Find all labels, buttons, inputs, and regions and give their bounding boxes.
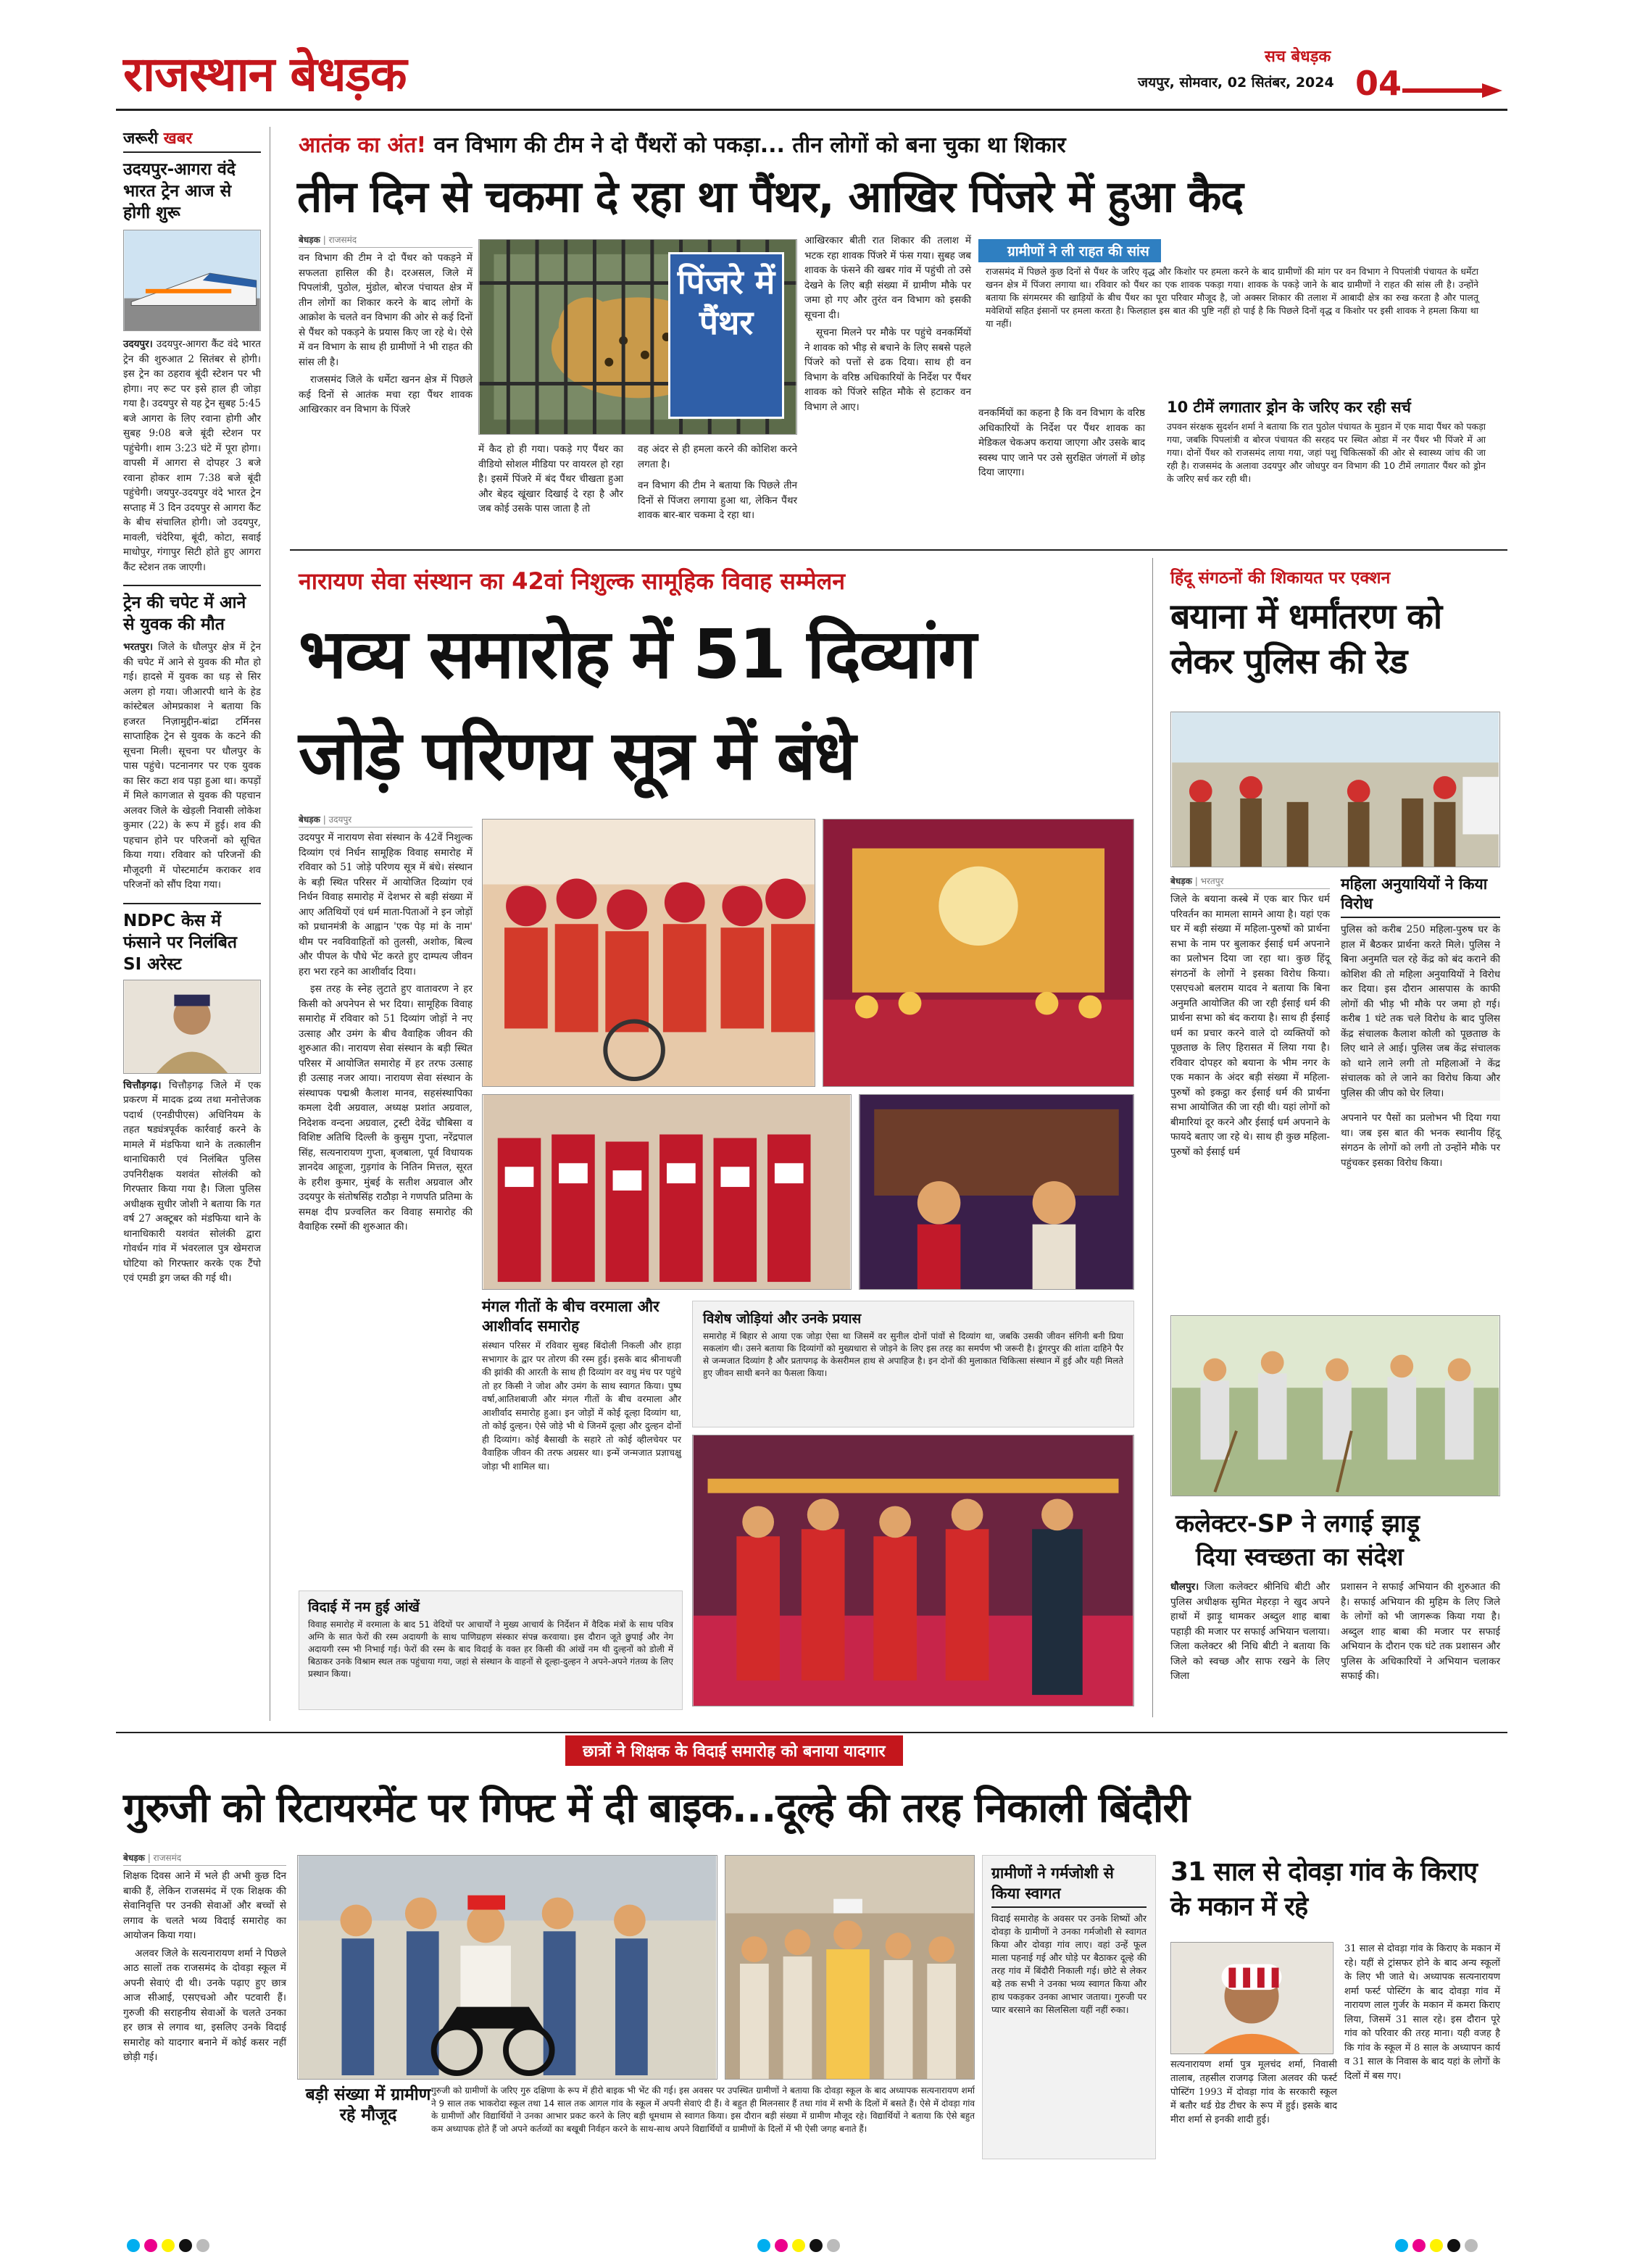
teacher-byline-b: | राजसमंद (144, 1853, 182, 1863)
conversion-byline-b: | भरतपुर (1191, 876, 1224, 886)
cleanliness-lead: धौलपुर। (1170, 1581, 1199, 1593)
relief-box-title: ग्रामीणों ने ली राहत की सांस (978, 239, 1161, 262)
panther-col1: वन विभाग की टीम ने दो पैंथर को पकड़ने में सफलता हासिल की है। दरअसल, जिले में पिपलांत्री, पुठोल, मुंडोल, बोरज पंचायत क्षेत्र में तीन लोगों का शिकार करने के बाद लोगों के आक्रोश के चलते वन विभाग की ओर से कई दिनों से पैंथर को पकड़ने के प्रयास किए जा रहे थे। ऐसे में वन विभाग के साथ ही ग्रामीणों ने भी राहत की सांस ली है। (299, 252, 473, 368)
farewell-title: विदाई में नम हुई आंखें (308, 1599, 420, 1615)
wedding-couples-photo-1 (482, 819, 815, 1087)
songs-title: मंगल गीतों के बीच वरमाला और आशीर्वाद समारोह (482, 1298, 659, 1335)
page-number: 04 (1355, 64, 1402, 103)
sidebar (123, 127, 261, 1286)
drone-body: उपवन संरक्षक सुदर्शन शर्मा ने बताया कि रात पुठोल पंचायत के मुडान में एक मादा पैंथर को पकड़ा गया, जबकि पिपलांत्री व बोरज पंचायत की सरहद पर स्थित ओडा में नर पैंथर भी पिंजरे में आ गया। दोनों पैंथर को राजसमंद लाया गया, जहां पशु चिकित्सकों की ओर से स्वास्थ्य जांच की जा रही है। राजसमंद के अलावा उदयपुर और जोधपुर वन विभाग की 10 टीमें लगातार पैंथर को ड्रोन के जरिए सर्च कर रही थी। (1167, 421, 1486, 484)
teacher-crowd-photo (725, 1855, 975, 2080)
conversion-kicker: हिंदू संगठनों की शिकायत पर एक्शन (1170, 569, 1391, 588)
conversion-byline (1170, 875, 1330, 889)
wedding-byline (299, 813, 473, 827)
police-officer-photo (123, 980, 261, 1074)
pen-nib-icon (1402, 80, 1504, 101)
cage-label: पिंजरे में पैंथर (668, 252, 784, 419)
welcome-body: विदाई समारोह के अवसर पर उनके शिष्यों और दोवड़ा के ग्रामीणों ने उनका गर्मजोशी से स्वागत किया और दोवड़ा गांव लाए। वहां उन्हें फूल माला पहनाई गई और घोड़े पर बैठाकर दूल्हे की तरह गांव में बिंदौरी निकाली गई। छोटे से लेकर बड़े तक सभी ने उनका भव्य स्वागत किया और हाथ पकड़कर उनका आभार जताया। गुरुजी पर प्यार बरसाने का सिलसिला यहीं नहीं रुका। (991, 1913, 1147, 2015)
panther-col4: आखिरकार बीती रात शिकार की तलाश में भटक रहा शावक पिंजरे में फंस गया। सुबह जब शावक के फंसने की खबर गांव में पहुंची तो उसे देखने के लिए बड़ी संख्या में ग्रामीण मौके पर जमा हो गए और तुरंत वन विभाग को इसकी सूचना दी। (804, 235, 971, 321)
wedding-stage-photo (823, 819, 1134, 1087)
teacher-kicker: छात्रों ने शिक्षक के विदाई समारोह को बनाया यादगार (565, 1735, 903, 1766)
conversion-byline-a: बेधड़क (1170, 876, 1192, 886)
panther-bottom-rule (290, 549, 1507, 551)
panther-col1b: राजसमंद जिले के धर्मेटा खनन क्षेत्र में पिछले कई दिनों से आतंक मचा रहा पैंथर शावक आखिरकार वन विभाग के पिंजरे (299, 374, 473, 415)
wedding-col1: उदयपुर में नारायण सेवा संस्थान के 42वें निशुल्क दिव्यांग एवं निर्धन सामूहिक विवाह समारोह में रविवार को 51 जोड़े परिणय सूत्र में बंधे। संस्थान के बड़ी स्थित परिसर में आयोजित दिव्यांग एवं निर्धन विवाह समारोह में देशभर से बड़ी संख्या में आए अतिथियों एवं धर्म माता-पिताओं ने इन जोड़ों को प्रधानमंत्री के आह्वान 'एक पेड़ मां के नाम' थीम पर नवविवाहितों को तुलसी, अशोक, बिल्व और पीपल के पौधे भेंट करते हुए दाम्पत्य जीवन हरा भरा रहने का आशीर्वाद दिया। (299, 832, 473, 977)
special-couples-box (692, 1301, 1134, 1427)
teacher-portrait-photo (1170, 1942, 1333, 2054)
conversion-side-title: महिला अनुयायियों ने किया विरोध (1341, 875, 1500, 918)
masthead-dateline: जयपुर, सोमवार, 02 सितंबर, 2024 (1138, 75, 1334, 91)
wedding-brides-photo (482, 1094, 852, 1290)
panther-byline (299, 233, 473, 248)
panther-col3: वह अंदर से ही हमला करने की कोशिश करने लगता है। (638, 443, 797, 470)
conversion-side-body: पुलिस को करीब 250 महिला-पुरुष घर के हाल में बैठकर प्रार्थना करते मिले। पुलिस ने बिना अनुमति चल रहे केंद्र को बंद कराने की कोशिश की तो महिला अनुयायियों ने विरोध कर दिया। इस दौरान आसपास के काफी लोगों की भीड़ भी मौके पर जमा हो गई। करीब 1 घंटे तक चले विरोध के बाद पुलिस केंद्र संचालक कैलाश कोली को पूछताछ के लिए थाने ले आई। पुलिस जब केंद्र संचालक को थाने लाने लगी तो महिलाओं ने केंद्र संचालक को ले जाने का विरोध किया और पुलिस की जीप को घेर लिया। (1341, 922, 1500, 1101)
sidebar-header-a: जरूरी (123, 130, 164, 148)
wedding-kicker: नारायण सेवा संस्थान का 42वां निशुल्क सामूहिक विवाह सम्मेलन (299, 567, 846, 595)
wedding-dance-photo (859, 1094, 1134, 1290)
farewell-body: विवाह समारोह में वरमाला के बाद 51 वेदियों पर आचार्यों ने मुख्य आचार्य के निर्देशन में वैदिक मंत्रों के साथ पवित्र अग्नि के सात फेरों की रस्म अदायगी के साथ पाणिग्रहण संस्कार संपन्न करवाया। इस दौरान जूते छुपाई और नेग अदायगी रस्म भी निभाई गई। फेरों की रस्म के बाद विदाई के वक्त हर किसी की आंखें नम थी दुल्हनों को डोली में बिठाकर उनके विश्राम स्थल तक पहुंचाया गया, जहां से संस्थान के वाहनों से दूल्हा-दुल्हन ने अपने-अपने गंतव्य के लिए प्रस्थान किया। (308, 1619, 673, 1679)
sidebar-story-2-title: ट्रेन की चपेट में आने से युवक की मौत (123, 593, 246, 634)
vande-bharat-train-photo (123, 230, 261, 331)
color-registration-marks-left (127, 2239, 214, 2255)
wedding-byline-a: बेधड़क (299, 814, 320, 825)
wedding-headline-1: भव्य समारोह में 51 दिव्यांग (299, 615, 975, 694)
panther-col5: वनकर्मियों का कहना है कि वन विभाग के वरिष्ठ अधिकारियों के निर्देश पर पैंथर शावक का मेडिकल चेकअप कराया जाएगा और उसके बाद स्वस्थ पाए जाने पर उसे सुरक्षित जंगलों में छोड़ दिया जाएगा। (978, 407, 1145, 478)
wedding-procession-photo (692, 1435, 1134, 1706)
teacher-col1: शिक्षक दिवस आने में भले ही अभी कुछ दिन बाकी हैं, लेकिन राजसमंद में एक शिक्षक की सेवानिवृत्ति पर उनकी सेवाओं और बच्चों से लगाव के चलते भव्य विदाई समारोह का आयोजन किया गया। (123, 1870, 286, 1941)
panther-col3b: वन विभाग की टीम ने बताया कि पिछले तीन दिनों से पिंजरा लगाया हुआ था, लेकिन पैंथर शावक बार-बार चकमा दे रहा था। (638, 480, 797, 521)
sidebar-story-2-lead: भरतपुर। (123, 641, 154, 653)
color-registration-marks-right (1395, 2239, 1482, 2255)
panther-byline-a: बेधड़क (299, 235, 320, 245)
sidebar-story-1-title: उदयपुर-आगरा वंदे भारत ट्रेन आज से होगी शुरू (123, 160, 236, 222)
welcome-title: ग्रामीणों ने गर्मजोशी से किया स्वागत (991, 1863, 1147, 1908)
relief-box-body: राजसमंद में पिछले कुछ दिनों से पैंथर के जरिए वृद्ध और किशोर पर हमला करने के बाद ग्रामीणों की मांग पर वन विभाग ने पिपलांत्री पंचायत के धर्मेटा खनन क्षेत्र में पिंजरा लगाया था। रविवार को पैंथर का एक शावक पकड़ा गया। शावक के पकड़े जाने के बाद ग्रामीणों ने राहत की सांस ली है। उन्होंने बताया कि संगमरमर की खाड़ियों के बीच पैंथर का पूरा परिवार मौजूद है, जो अक्सर शिकार की तलाश में आबादी क्षेत्र का रुख करता है और पालतू मवेशियों सहित इंसानों पर हमला करता है। फिलहाल इस बात की पुष्टि नहीं हो पाई है कि पिछले दिनों वृद्ध व किशोर पर इसी शावक ने हमला किया था या नहीं। (986, 266, 1478, 329)
teacher-top-rule (116, 1732, 1507, 1733)
panther-subhead-text: वन विभाग की टीम ने दो पैंथरों को पकड़ा... तीन लोगों को बना चुका था शिकार (433, 133, 1066, 158)
conversion-col1: जिले के बयाना कस्बे में एक बार फिर धर्म परिवर्तन का मामला सामने आया है। यहां एक घर में बड़ी संख्या में महिला-पुरुषों को प्रार्थना सभा के नाम पर बुलाकर ईसाई धर्म अपनाने का प्रलोभन दिया जा रहा था। कुछ हिंदू संगठनों के लोगों ने इसका विरोध किया। एसएचओ बलराम यादव ने बताया कि बिना अनुमति आयोजित की जा रही ईसाई धर्म की प्रार्थना सभा को बंद कराया है। साथ ही ईसाई धर्म का प्रचार करने वाले दो व्यक्तियों को पूछताछ के लिए हिरासत में लिया गया है। रविवार दोपहर को बयाना के भीम नगर के एक मकान के अंदर बड़ी संख्या में महिला-पुरुषों को इकट्ठा कर ईसाई धर्म की प्रार्थना सभा आयोजित की जा रही थी। यहां लोगों को बीमारियां दूर करने और ईसाई धर्म अपनाने के फायदे बताए जा रहे थे। साथ ही कुछ महिला-पुरुषों को ईसाई धर्म (1170, 893, 1330, 1158)
conversion-headline: बयाना में धर्मांतरण को लेकर पुलिस की रेड (1170, 596, 1442, 682)
panther-headline: तीन दिन से चकमा दे रहा था पैंथर, आखिर पिंजरे में हुआ कैद (297, 172, 1244, 222)
color-registration-marks-center (757, 2239, 844, 2255)
wedding-headline-2: जोड़े परिणय सूत्र में बंधे (299, 717, 855, 796)
sidebar-story-3-title: NDPC केस में फंसाने पर निलंबित SI अरेस्ट (123, 911, 238, 974)
special-couples-body: समारोह में बिहार से आया एक जोड़ा ऐसा था जिसमें वर सुनील दोनों पांवों से दिव्यांग था, जबकि उसकी जीवन संगिनी बनी प्रिया सकलांग थी। उसने बताया कि दिव्यांगों को मुख्यधारा से जोड़ने के लिए इस तरह का समर्पण भी जरूरी है। डूंगरपुर की शांता दाहिने पैर से जन्मजात दिव्यांग है और प्रतापगढ़ के केसरीमल हाथ से अपाहिज है। इन दोनों की मुलाकात चिकित्सा संस्थान में हुई और यही मिलते हुए जीवन साथी बनने का फैसला किया। (703, 1331, 1123, 1378)
cleanliness-headline-1: कलेक्टर-SP ने लगाई झाड़ू (1175, 1509, 1420, 1538)
cleanliness-col2: प्रशासन ने सफाई अभियान की शुरुआत की है। सफाई अभियान की मुहिम के लिए जिले के लोगों को भी जागरूक किया गया है। अब्दुल शाह बाबा की मजार पर सफाई अभियान के दौरान एक घंटे तक प्रशासन और पुलिस के अधिकारियों ने अभियान चलाकर सफाई की। (1341, 1581, 1500, 1682)
songs-body: संस्थान परिसर में रविवार सुबह बिंदोली निकली और हाड़ा सभागार के द्वार पर तोरण की रस्म हुई। इसके बाद श्रीनाथजी की झांकी की आरती के साथ ही दिव्यांग वर वधु मंच पर पहुंचे तो हर किसी ने जोश और उमंग के साथ स्वागत किया। पुष्प वर्षा,आतिशबाजी और मंगल गीतों के बीच वरमाला और आशीर्वाद समारोह हुआ। इन जोड़ों में कोई दूल्हा दिव्यांग था, तो कोई दुल्हन। ऐसे जोड़े भी थे जिनमें दूल्हा और दुल्हन दोनों ही दिव्यांग। कोई बैसाखी के सहारे तो कोई व्हीलचेयर पर वैवाहिक जीवन की तरफ अग्रसर था। इन्में जन्मजात प्रज्ञाचक्षु जोड़ा भी शामिल था। (482, 1340, 681, 1472)
rent-caption: सत्यनारायण शर्मा पुत्र मूलचंद शर्मा, निवासी तालाब, तहसील राजगढ़ जिला अलवर की फर्स्ट पोस्टिंग 1993 में दोवड़ा गांव के सरकारी स्कूल में बतौर थर्ड ग्रेड टीचर के रूप में हुई। इसके बाद मीरा शर्मा से इनकी शादी हुई। (1170, 2059, 1337, 2125)
conversion-side-body2: अपनाने पर पैसों का प्रलोभन भी दिया गया था। जब इस बात की भनक स्थानीय हिंदू संगठन के लोगों को लगी तो उन्होंने मौके पर पहुंचकर इसका विरोध किया। (1341, 1112, 1500, 1169)
masthead-tagline: सच बेधड़क (1265, 48, 1331, 66)
relief-box (978, 239, 1486, 377)
teacher-byline-a: बेधड़क (123, 1853, 145, 1863)
teacher-byline (123, 1851, 286, 1866)
teacher-caption-body: गुरुजी को ग्रामीणों के जरिए गुरु दक्षिणा के रूप में हीरो बाइक भी भेंट की गई। इस अवसर पर उपस्थित ग्रामीणों ने बताया कि दोवड़ा स्कूल के बाद अध्यापक सत्यनारायण शर्मा ने 9 साल तक भाकरोदा स्कूल तथा 14 साल तक आगल गांव के स्कूल में अपनी सेवाएं दी हैं। वे बहुत ही मिलनसार हैं तथा गांव में सभी के दिलों में बसते हैं। ऐसे में दोवड़ा गांव के ग्रामीणों और विद्यार्थियों ने उनका आभार प्रकट करने के लिए बड़ी धूमधाम से स्वागत किया। इस दौरान बड़ी संख्या में ग्रामीण मौजूद रहे। विद्यार्थियों ने बताया कि ऐसे बहुत कम अध्यापक होते हैं जो अपने कर्तव्यों का बखूबी निर्वहन करने के साथ-साथ अपने विद्यार्थियों व ग्रामीणों के दिलों में भी ऐसी जगह बनाते हैं। (431, 2085, 975, 2134)
conversion-raid-photo (1170, 712, 1500, 867)
welcome-box (982, 1855, 1156, 2159)
cleanliness-col1: जिला कलेक्टर श्रीनिधि बीटी और पुलिस अधीक्षक सुमित मेहरड़ा ने खुद अपने हाथों में झाड़ू थामकर अब्दुल शाह बाबा पहाड़ी की मजार पर सफाई अभियान चलाया। जिला कलेक्टर श्री निधि बीटी ने बताया कि जिले को स्वच्छ और साफ रखने के लिए जिला (1170, 1581, 1331, 1682)
panther-byline-b: | राजसमंद (320, 235, 357, 245)
cleanliness-headline-2: दिया स्वच्छता का संदेश (1196, 1543, 1404, 1572)
special-couples-title: विशेष जोड़ियां और उनके प्रयास (703, 1311, 862, 1327)
panther-col2: में कैद हो ही गया। पकड़े गए पैंथर का वीडियो सोशल मीडिया पर वायरल हो रहा है। इसमें पिंजरे में बंद पैंथर चीखता हुआ और बेहद खूंखार दिखाई दे रहा है और जब कोई उसके पास जाता है तो (478, 443, 623, 514)
panther-col4b: सूचना मिलने पर मौके पर पहुंचे वनकर्मियों ने शावक को भीड़ से बचाने के लिए सबसे पहले पिंजरे को पत्तों से ढक दिया। साथ ही वन विभाग के वरिष्ठ अधिकारियों के निर्देश पर पैंथर शावक को पिंजरे सहित मौके से हटाकर वन विभाग ले आए। (804, 327, 971, 413)
sidebar-header (123, 127, 261, 153)
sidebar-header-b: खबर (163, 130, 193, 148)
right-column-divider (1152, 558, 1153, 1717)
sidebar-story-3-body: चित्तौड़गढ़ जिले में एक प्रकरण में मादक द्रव्य तथा मनोत्तेजक पदार्थ (एनडीपीएस) अधिनियम के तहत षड्यंत्रपूर्वक कार्रवाई करने के मामले में मंडफिया थाने के तत्कालीन थानाधिकारी एवं निलंबित पुलिस उपनिरीक्षक यशवंत सोलंकी को गिरफ्तार किया गया है। जिला पुलिस अधीक्षक सुधीर जोशी ने बताया कि गत वर्ष 27 अक्टूबर को मंडफिया थाने के थानाधिकारी यशवंत सोलंकी द्वारा गोवर्धन गांव में भंवरलाल पुत्र खेमराज घोटिया को गिरफ्तार करके एक टैंपो एवं एमडी ड्रग जब्त की गई थी। (123, 1079, 261, 1284)
masthead-title: राजस्थान बेधड़क (123, 46, 407, 102)
rent-body: 31 साल से दोवड़ा गांव के किराए के मकान में रहे। यहीं से ट्रांसफर होने के बाद अन्य स्कूलों के लिए भी जाते थे। अध्यापक सत्यनारायण शर्मा फर्स्ट पोस्टिंग के बाद दोवड़ा गांव में नारायण लाल गुर्जर के मकान में कमरा किराए लिया, जिसमें 31 साल रहे। इस दौरान पूरे गांव को परिवार की तरह माना। यही वजह है कि गांव के स्कूल में 8 साल के अध्यापन कार्य व 31 साल के निवास के बाद यहां के लोगों के दिलों में बस गए। (1344, 1943, 1500, 2082)
cleanliness-photo (1170, 1315, 1500, 1496)
sidebar-story-3-lead: चित्तौड़गढ़। (123, 1079, 162, 1091)
crowd-caption: बड़ी संख्या में ग्रामीण रहे मौजूद (305, 2085, 431, 2125)
teacher-col1b: अलवर जिले के सत्यनारायण शर्मा ने पिछले आठ सालों तक राजसमंद के दोवड़ा स्कूल में अपनी सेवाएं दी थी। उनके पढ़ाए हुए छात्र आज सीआई, एसएचओ और पटवारी हैं। गुरुजी की सराहनीय सेवाओं के चलते उनका हर छात्र से लगाव था, इसलिए उनके विदाई समारोह को यादगार बनाने में कोई कसर नहीं छोड़ी गई। (123, 1947, 286, 2063)
rent-title: 31 साल से दोवड़ा गांव के किराए के मकान में रहे (1170, 1857, 1477, 1922)
panther-subhead (299, 129, 1502, 159)
wedding-col1b: इस तरह के स्नेह लुटाते हुए वातावरण ने हर किसी को अपनेपन से भर दिया। सामूहिक विवाह समारोह में रविवार को 51 दिव्यांग जोड़ों ने नए उत्साह और उमंग के बीच वैवाहिक जीवन की शुरुआत की। नारायण सेवा संस्थान के बड़ी स्थित परिसर में आयोजित समारोह में हर तरफ उत्साह ही उत्साह नजर आया। नारायण सेवा संस्थान के संस्थापक पद्मश्री कैलाश मानव, सहसंस्थापिका कमला देवी अग्रवाल, अध्यक्ष प्रशांत अग्रवाल, निदेशक वन्दना अग्रवाल, ट्रस्टी देवेंद्र चौबिसा व विशिष्ट अतिथि दिल्ली के कुसुम गुप्ता, नरेंद्रपाल सिंह, सत्यनारायण गुप्ता, बृजबाला, पूर्व विधायक ज्ञानदेव आहूजा, गुड़गांव के नितिन मित्तल, सूरत के हरीश कुमार, मुंबई के सतीश अग्रवाल और उदयपुर के संतोषसिंह राठौड़ा ने गणपति प्रतिमा के समक्ष दीप प्रज्वलित कर विवाह समारोह की वैवाहिक रस्मों की शुरुआत की। (299, 983, 473, 1233)
masthead-rule (116, 109, 1507, 111)
panther-kicker: आतंक का अंत! (299, 133, 427, 158)
farewell-box (299, 1590, 683, 1710)
sidebar-story-1-lead: उदयपुर। (123, 338, 153, 350)
drone-title: 10 टीमें लगातार ड्रोन के जरिए कर रही सर्च (1167, 399, 1411, 416)
sidebar-story-2-body: जिले के धौलपुर क्षेत्र में ट्रेन की चपेट में आने से युवक की मौत हो गई। हादसे में युवक का धड़ से सिर अलग हो गया। जीआरपी थाने के हेड कांस्टेबल ओमप्रकाश ने बताया कि हजरत निज़ामुद्दीन-बांद्रा टर्मिनस साप्ताहिक ट्रेन से युवक के कटने की सूचना मिली। सूचना पर धौलपुर के पास पहुंचे। पटनानगर पर एक युवक का सिर कटा शव पड़ा हुआ था। कपड़ों में मिले कागजात से युवक की पहचान अलवर जिले के खेड़ली निवासी लोकेश कुमार (22) के रूप में हुई। शव की पहचान होने पर परिजनों को सूचित किया गया। रविवार को परिजनों की मौजूदगी में पोस्टमार्टम कराकर शव परिजनों को सौंप दिया गया। (123, 641, 262, 891)
sidebar-story-1-body: उदयपुर-आगरा कैंट वंदे भारत ट्रेन की शुरुआत 2 सितंबर से होगी। इस ट्रेन का ठहराव बूंदी स्टेशन पर भी होगा। नए रूट पर इसे हाल ही जोड़ा गया है। उदयपुर से यह ट्रेन सुबह 5:45 बजे आगरा के लिए रवाना होगी और सुबह 9:08 बजे बूंदी स्टेशन पर पहुंचेगी। शाम 3:23 घंटे में पूरा होगा। वापसी में आगरा से दोपहर 3 बजे रवाना होकर शाम 7:38 बजे बूंदी पहुंचेगी। जयपुर-उदयपुर वंदे भारत ट्रेन सप्ताह में 3 दिन उदयपुर से आगरा कैंट के बीच संचालित होगी। जो उदयपुर, मावली, चंदेरिया, बूंदी, कोटा, सवाई माधोपुर, गंगापुर सिटी होते हुए आगरा कैंट स्टेशन तक जाएगी। (123, 338, 261, 573)
wedding-byline-b: | उदयपुर (320, 814, 352, 825)
teacher-headline: गुरुजी को रिटायरमेंट पर गिफ्ट में दी बाइक...दूल्हे की तरह निकाली बिंदौरी (123, 1785, 1189, 1832)
teacher-bike-photo (297, 1855, 717, 2080)
